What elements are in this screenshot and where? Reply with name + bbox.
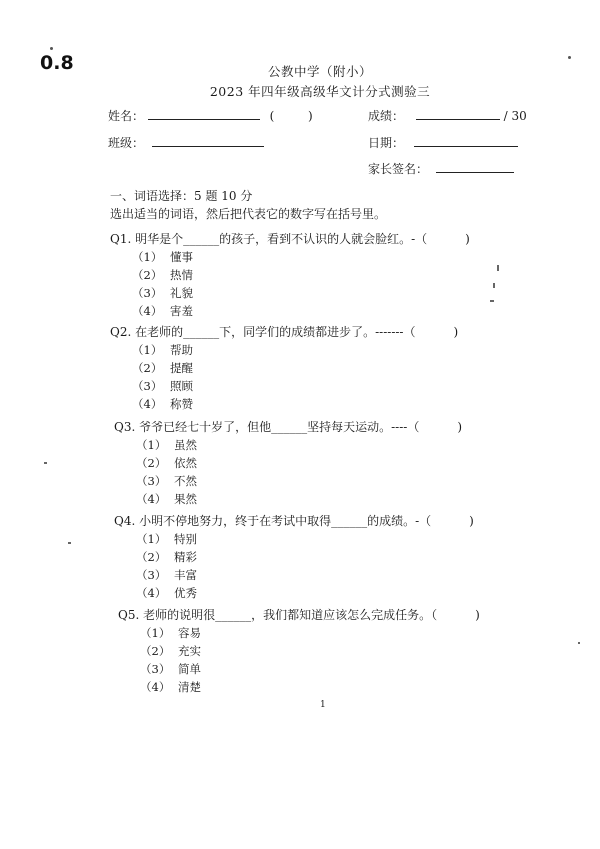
corner-mark: 0.8 — [40, 52, 74, 74]
speck — [568, 56, 571, 59]
question-text: Q2. 在老师的______下，同学们的成绩都进步了。-------（ — [110, 325, 416, 339]
school-name: 公教中学（附小） — [267, 64, 372, 79]
question-5: Q5. 老师的说明很______，我们都知道应该怎么完成任务。（ ) — [118, 608, 480, 622]
option: （4） 清楚 — [140, 680, 201, 694]
question-text: Q5. 老师的说明很______，我们都知道应该怎么完成任务。（ — [118, 608, 438, 622]
option: （2） 热情 — [132, 268, 193, 282]
name-field: 姓名： ( ) — [108, 109, 313, 123]
option: （4） 害羞 — [132, 304, 193, 318]
scan-speck — [490, 300, 494, 302]
option: （1） 懂事 — [132, 250, 193, 264]
score-total: / 30 — [503, 109, 527, 123]
score-label: 成绩： — [368, 109, 405, 123]
option: （1） 虽然 — [136, 438, 197, 452]
option: （3） 礼貌 — [132, 286, 193, 300]
question-text: Q1. 明华是个______的孩子，看到不认识的人就会脸红。-（ — [110, 232, 428, 246]
option: （1） 帮助 — [132, 343, 193, 357]
section-instruction: 选出适当的词语，然后把代表它的数字写在括号里。 — [110, 207, 387, 221]
option: （2） 充实 — [140, 644, 201, 658]
option: （2） 提醒 — [132, 361, 193, 375]
question-text: Q3. 爷爷已经七十岁了，但他______坚持每天运动。----（ — [114, 420, 420, 434]
exam-title: 2023 年四年级高级华文计分式测验三 — [209, 84, 431, 99]
question-4: Q4. 小明不停地努力，终于在考试中取得______的成绩。-（ ) — [114, 514, 474, 528]
date-field — [368, 134, 518, 151]
option: （1） 特别 — [136, 532, 197, 546]
option: （4） 称赞 — [132, 397, 193, 411]
scan-speck — [68, 542, 71, 544]
option: （1） 容易 — [140, 626, 201, 640]
score-field — [368, 107, 527, 124]
scan-speck — [578, 642, 580, 644]
date-label: 日期： — [368, 136, 405, 150]
question-2: Q2. 在老师的______下，同学们的成绩都进步了。-------（ ) — [110, 325, 459, 339]
parent-sign-label: 家长签名： — [368, 162, 429, 176]
option: （3） 照顾 — [132, 379, 193, 393]
class-field — [108, 134, 264, 151]
class-label: 班级： — [108, 136, 145, 150]
parent-sign-blank[interactable] — [436, 160, 514, 173]
parent-sign-field — [368, 160, 514, 177]
option: （3） 简单 — [140, 662, 201, 676]
date-blank[interactable] — [414, 134, 518, 147]
class-blank[interactable] — [152, 134, 264, 147]
name-label: 姓名： — [108, 109, 145, 123]
scan-speck — [497, 265, 499, 271]
scan-speck — [493, 283, 495, 288]
option: （4） 优秀 — [136, 586, 197, 600]
option: （2） 精彩 — [136, 550, 197, 564]
option: （2） 依然 — [136, 456, 197, 470]
option: （3） 不然 — [136, 474, 197, 488]
option: （4） 果然 — [136, 492, 197, 506]
name-blank[interactable] — [148, 107, 260, 120]
option: （3） 丰富 — [136, 568, 197, 582]
section-heading: 一、词语选择：5 题 10 分 — [110, 189, 253, 203]
question-3: Q3. 爷爷已经七十岁了，但他______坚持每天运动。----（ ) — [114, 420, 463, 434]
question-1: Q1. 明华是个______的孩子，看到不认识的人就会脸红。-（ ) — [110, 232, 470, 246]
scan-speck — [44, 462, 47, 464]
score-blank[interactable] — [416, 107, 500, 120]
speck — [50, 47, 53, 50]
page-number: 1 — [320, 700, 326, 710]
question-text: Q4. 小明不停地努力，终于在考试中取得______的成绩。-（ — [114, 514, 432, 528]
